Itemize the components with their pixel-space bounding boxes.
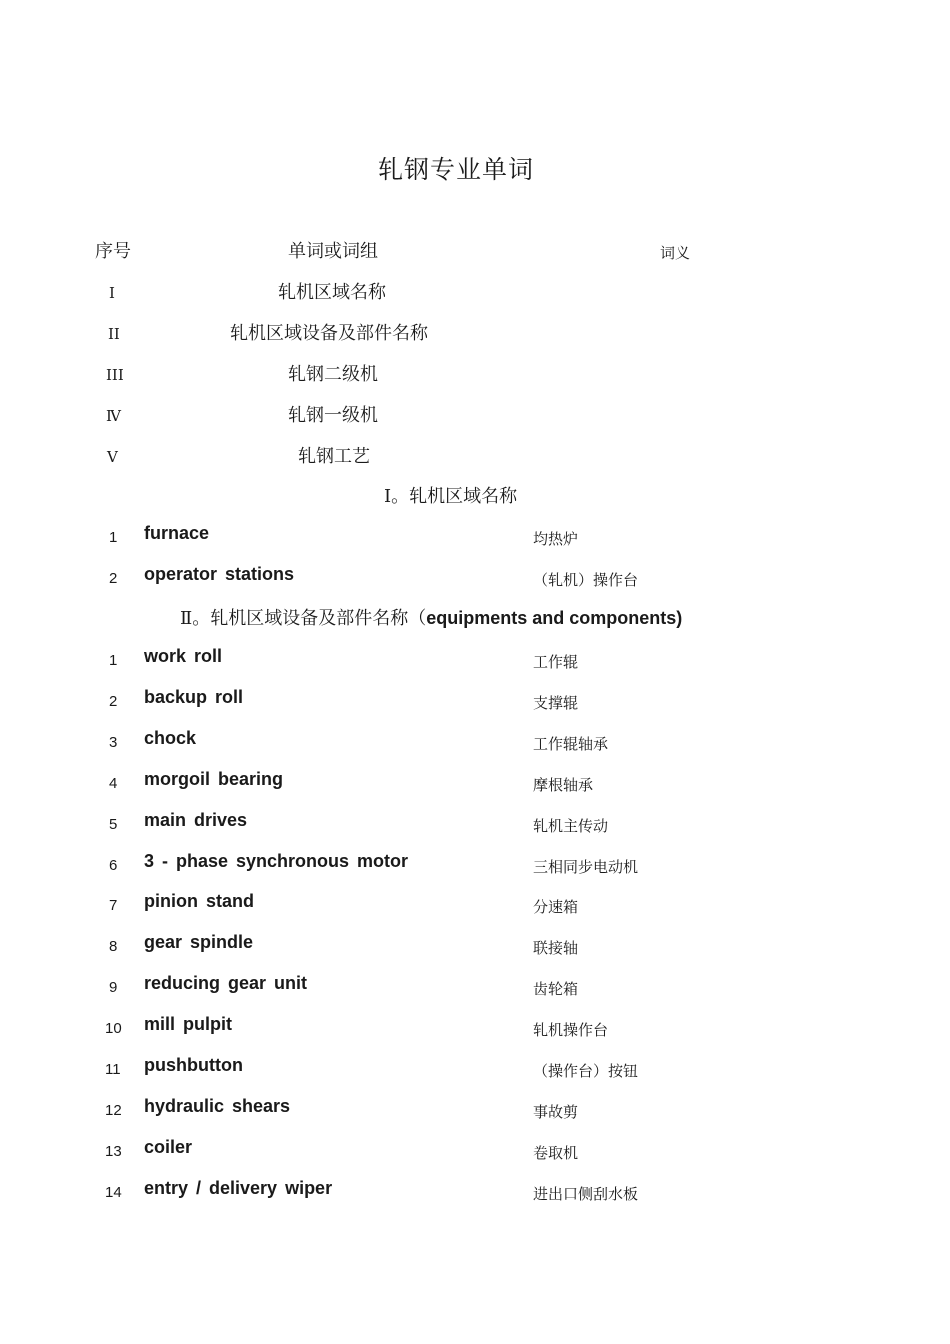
toc-item: 轧钢工艺 <box>298 446 370 467</box>
row-meaning: 进出口侧刮水板 <box>533 1185 639 1203</box>
row-meaning: （操作台）按钮 <box>533 1062 639 1080</box>
row-number: 10 <box>105 1020 122 1037</box>
row-meaning: 均热炉 <box>533 530 579 548</box>
row-number: 2 <box>109 693 118 710</box>
row-meaning: 三相同步电动机 <box>533 858 639 876</box>
toc-item: 轧机区域设备及部件名称 <box>230 323 428 344</box>
row-term: operator stations <box>144 564 295 584</box>
row-meaning: 工作辊 <box>533 653 579 671</box>
section-heading-en: equipments and components) <box>426 608 683 628</box>
section-heading-cn: Ⅱ。轧机区域设备及部件名称（ <box>180 608 427 629</box>
row-term: entry / delivery wiper <box>144 1178 333 1198</box>
toc-number: Ⅳ <box>106 407 121 425</box>
toc-number: V <box>107 448 118 466</box>
section-heading <box>180 604 682 630</box>
row-term: work roll <box>144 646 223 666</box>
row-number: 14 <box>105 1184 122 1201</box>
row-term: hydraulic shears <box>144 1096 291 1116</box>
row-number: 1 <box>109 529 118 546</box>
row-meaning: 事故剪 <box>533 1103 579 1121</box>
column-header-number: 序号 <box>95 241 131 262</box>
row-number: 6 <box>109 857 118 874</box>
toc-number: II <box>108 325 120 343</box>
row-meaning: 工作辊轴承 <box>533 735 609 753</box>
row-meaning: （轧机）操作台 <box>533 571 639 589</box>
row-term: pinion stand <box>144 891 254 911</box>
row-number: 8 <box>109 938 118 955</box>
section-heading: Ⅰ。轧机区域名称 <box>384 486 518 507</box>
row-term: backup roll <box>144 687 244 707</box>
row-number: 1 <box>109 652 118 669</box>
row-number: 4 <box>109 775 118 792</box>
row-term: pushbutton <box>144 1055 243 1075</box>
row-term: chock <box>144 728 197 748</box>
column-header-term: 单词或词组 <box>288 241 378 262</box>
column-header-meaning: 词义 <box>660 244 691 262</box>
row-number: 5 <box>109 816 118 833</box>
row-meaning: 联接轴 <box>533 939 579 957</box>
row-meaning: 齿轮箱 <box>533 980 579 998</box>
toc-number: III <box>106 366 124 384</box>
row-meaning: 轧机主传动 <box>533 817 609 835</box>
toc-number: I <box>109 284 115 302</box>
row-term: mill pulpit <box>144 1014 232 1034</box>
row-term: 3 - phase synchronous motor <box>144 851 409 871</box>
row-term: reducing gear unit <box>144 973 308 993</box>
row-number: 7 <box>109 897 118 914</box>
row-number: 3 <box>109 734 118 751</box>
row-meaning: 卷取机 <box>533 1144 579 1162</box>
row-meaning: 支撑辊 <box>533 694 579 712</box>
row-meaning: 轧机操作台 <box>533 1021 609 1039</box>
row-number: 9 <box>109 979 118 996</box>
row-term: main drives <box>144 810 248 830</box>
row-number: 12 <box>105 1102 122 1119</box>
row-number: 11 <box>105 1061 121 1078</box>
page-title: 轧钢专业单词 <box>378 155 535 184</box>
row-number: 13 <box>105 1143 122 1160</box>
row-number: 2 <box>109 570 118 587</box>
toc-item: 轧钢一级机 <box>288 405 378 426</box>
row-meaning: 摩根轴承 <box>533 776 594 794</box>
row-term: morgoil bearing <box>144 769 284 789</box>
row-meaning: 分速箱 <box>533 898 579 916</box>
row-term: coiler <box>144 1137 193 1157</box>
row-term: gear spindle <box>144 932 254 952</box>
toc-item: 轧机区域名称 <box>278 282 386 303</box>
toc-item: 轧钢二级机 <box>288 364 378 385</box>
row-term: furnace <box>144 523 210 543</box>
